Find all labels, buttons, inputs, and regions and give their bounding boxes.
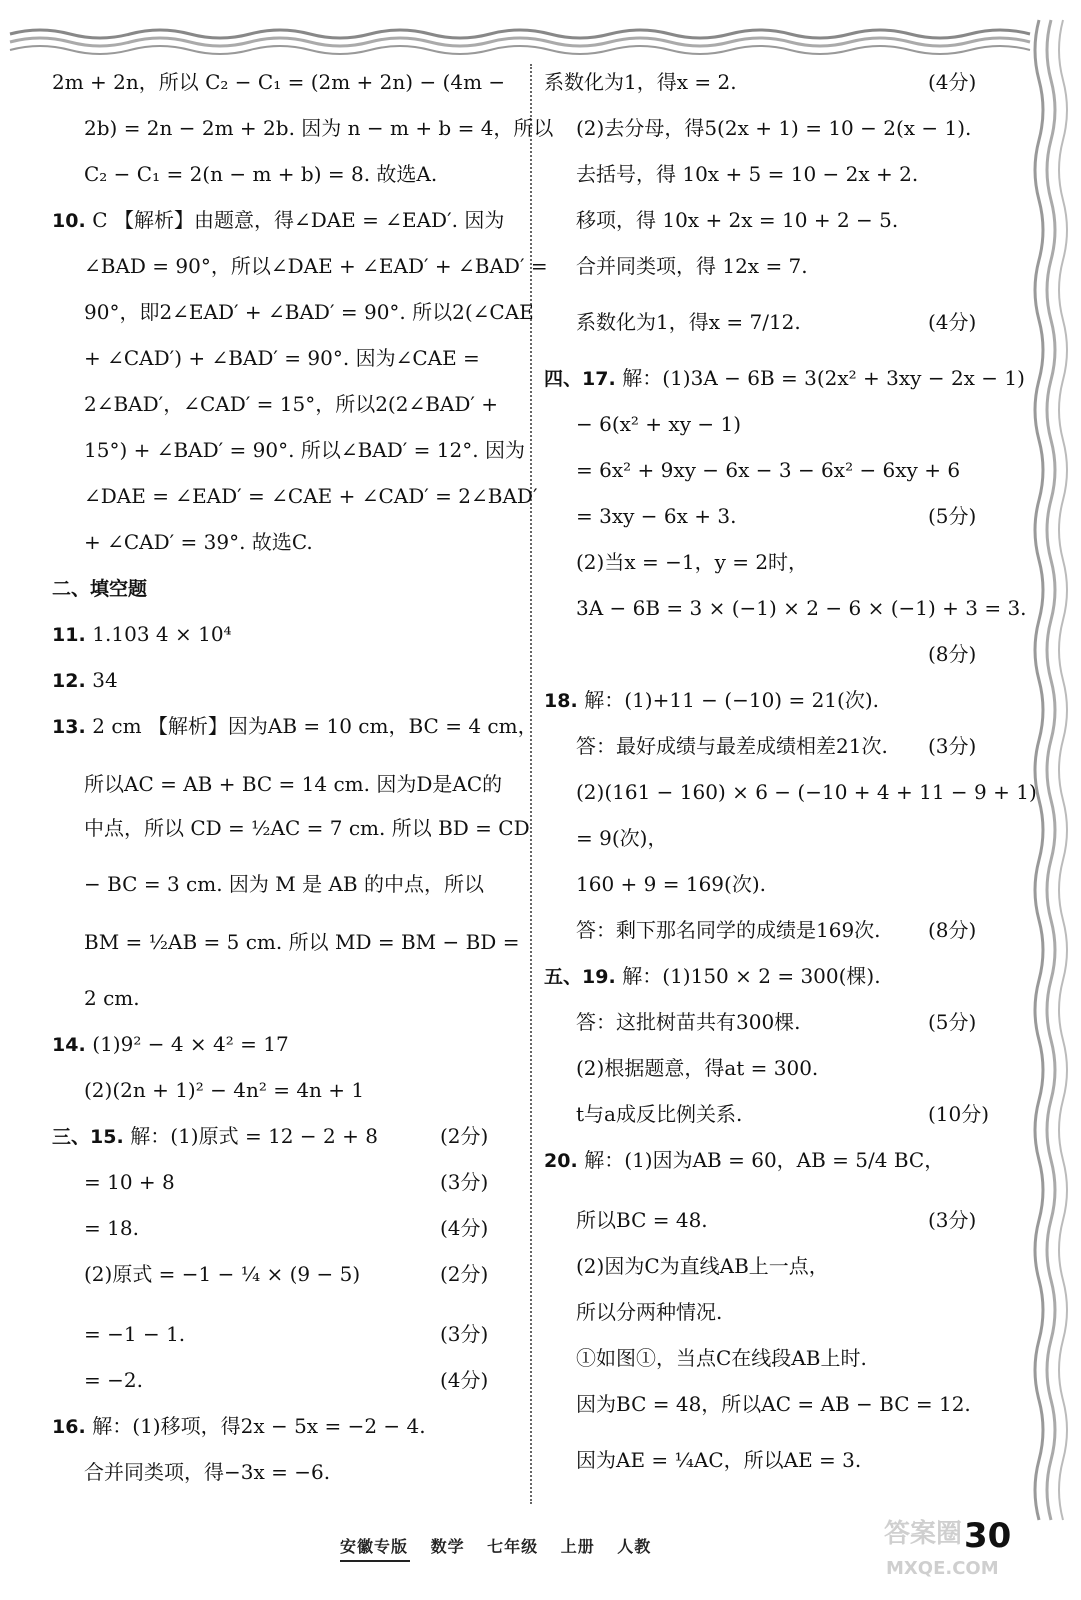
line-text: (2)原式 = −1 − ¼ × (9 − 5) xyxy=(84,1262,361,1286)
line-text: − 6(x² + xy − 1) xyxy=(576,412,741,436)
line-text: 中点，所以 CD = ½AC = 7 cm. 所以 BD = CD xyxy=(84,816,530,840)
score-points: (4分) xyxy=(928,310,977,334)
text-line xyxy=(576,206,898,234)
line-text: C 【解析】由题意，得∠DAE = ∠EAD′. 因为 xyxy=(92,208,505,232)
text-line xyxy=(84,928,519,956)
text-line xyxy=(84,1320,185,1348)
text-line xyxy=(52,666,118,695)
page-number: 30 xyxy=(964,1516,1012,1556)
line-text: 所以分两种情况. xyxy=(576,1300,723,1324)
line-text: = 10 + 8 xyxy=(84,1170,175,1194)
line-text: 合并同类项，得 12x = 7. xyxy=(576,254,808,278)
line-text: 系数化为1，得x = 2. xyxy=(544,70,737,94)
text-line xyxy=(84,984,140,1012)
text-line xyxy=(576,1298,722,1326)
score-points: (3分) xyxy=(928,734,977,758)
line-text: = −1 − 1. xyxy=(84,1322,186,1346)
line-text: ∠BAD = 90°，所以∠DAE + ∠EAD′ + ∠BAD′ = xyxy=(84,254,548,278)
line-text: 去括号，得 10x + 5 = 10 − 2x + 2. xyxy=(576,162,919,186)
score-points: (8分) xyxy=(928,642,977,666)
text-line xyxy=(576,410,741,438)
line-text: = 6x² + 9xy − 6x − 3 − 6x² − 6xy + 6 xyxy=(576,458,961,482)
question-number: 18. xyxy=(544,690,585,712)
text-line xyxy=(84,528,313,556)
text-line xyxy=(84,482,538,510)
text-line xyxy=(576,1446,861,1474)
line-text: 所以BC = 48. xyxy=(576,1208,708,1232)
line-text: BM = ½AB = 5 cm. 所以 MD = BM − BD = xyxy=(84,930,520,954)
text-line xyxy=(84,252,548,280)
text-line xyxy=(544,364,1025,393)
line-text: 2m + 2n，所以 C₂ − C₁ = (2m + 2n) − (4m − xyxy=(52,70,506,94)
text-line xyxy=(544,686,879,715)
text-line xyxy=(84,1214,139,1242)
line-text: 1.103 4 × 10⁴ xyxy=(92,622,232,646)
text-line xyxy=(576,114,971,142)
text-line xyxy=(576,594,1027,622)
text-line xyxy=(576,824,667,852)
text-line xyxy=(84,1168,175,1196)
question-number: 10. xyxy=(52,210,93,232)
line-text: 解：(1)原式 = 12 − 2 + 8 xyxy=(130,1124,378,1148)
question-number: 五、19. xyxy=(544,966,623,988)
line-text: 答：最好成绩与最差成绩相差21次. xyxy=(576,734,888,758)
line-text: 因为BC = 48，所以AC = AB − BC = 12. xyxy=(576,1392,971,1416)
text-line xyxy=(576,1054,818,1082)
line-text: 解：(1)因为AB = 60，AB = 5/4 BC， xyxy=(584,1148,945,1172)
line-text: (2)根据题意，得at = 300. xyxy=(576,1056,819,1080)
line-text: (2)当x = −1，y = 2时， xyxy=(576,550,809,574)
question-number: 16. xyxy=(52,1416,93,1438)
score-points: (5分) xyxy=(928,1010,977,1034)
line-text: − BC = 3 cm. 因为 M 是 AB 的中点，所以 xyxy=(84,872,484,896)
score-points: (3分) xyxy=(440,1170,489,1194)
score-points: (4分) xyxy=(928,70,977,94)
text-line xyxy=(576,502,736,530)
section-heading: 二、填空题 xyxy=(52,578,148,600)
text-line xyxy=(52,1412,426,1441)
score-points: (10分) xyxy=(928,1102,990,1126)
text-line xyxy=(84,390,498,418)
line-text: + ∠CAD′ = 39°. 故选C. xyxy=(84,530,313,554)
text-line xyxy=(52,206,504,235)
footer-rule xyxy=(340,1560,410,1562)
text-line xyxy=(576,1252,829,1280)
line-text: C₂ − C₁ = 2(n − m + b) = 8. 故选A. xyxy=(84,162,438,186)
text-line xyxy=(84,298,534,326)
line-text: 160 + 9 = 169(次). xyxy=(576,872,766,896)
footer-text: 安徽专版 数学 七年级 上册 人教 xyxy=(340,1537,652,1556)
text-line xyxy=(576,916,881,944)
score-points: (3分) xyxy=(440,1322,489,1346)
text-line xyxy=(84,1458,330,1486)
question-number: 14. xyxy=(52,1034,93,1056)
line-text: 2∠BAD′，∠CAD′ = 15°，所以2(2∠BAD′ + xyxy=(84,392,499,416)
text-line xyxy=(52,574,147,603)
text-line xyxy=(544,1146,944,1175)
question-number: 三、15. xyxy=(52,1126,131,1148)
score-points: (4分) xyxy=(440,1368,489,1392)
text-line xyxy=(52,68,505,96)
line-text: 3A − 6B = 3 × (−1) × 2 − 6 × (−1) + 3 = 3. xyxy=(576,596,1027,620)
text-line xyxy=(576,1206,708,1234)
text-line xyxy=(84,1260,360,1288)
text-line xyxy=(84,1366,143,1394)
text-line xyxy=(576,1100,742,1128)
line-text: 答：这批树苗共有300棵. xyxy=(576,1010,801,1034)
line-text: t与a成反比例关系. xyxy=(576,1102,743,1126)
text-line xyxy=(84,436,525,464)
svg-text:MXQE.COM: MXQE.COM xyxy=(886,1558,999,1579)
score-points: (8分) xyxy=(928,918,977,942)
text-line xyxy=(52,620,232,649)
text-line xyxy=(84,344,480,372)
line-text: (2)(2n + 1)² − 4n² = 4n + 1 xyxy=(84,1078,365,1102)
line-text: ①如图①，当点C在线段AB上时. xyxy=(576,1346,867,1370)
top-wavy-border xyxy=(0,0,1081,58)
line-text: ∠DAE = ∠EAD′ = ∠CAE + ∠CAD′ = 2∠BAD′ xyxy=(84,484,538,508)
question-number: 四、17. xyxy=(544,368,623,390)
line-text: (1)9² − 4 × 4² = 17 xyxy=(92,1032,289,1056)
line-text: 移项，得 10x + 2x = 10 + 2 − 5. xyxy=(576,208,899,232)
line-text: 15°) + ∠BAD′ = 90°. 所以∠BAD′ = 12°. 因为 xyxy=(84,438,525,462)
line-text: 解：(1)移项，得2x − 5x = −2 − 4. xyxy=(92,1414,426,1438)
text-line xyxy=(84,870,484,898)
line-text: 解：(1)3A − 6B = 3(2x² + 3xy − 2x − 1) xyxy=(622,366,1025,390)
question-number: 11. xyxy=(52,624,93,646)
text-line xyxy=(576,1008,801,1036)
line-text: (2)因为C为直线AB上一点， xyxy=(576,1254,829,1278)
text-line xyxy=(52,1122,378,1151)
line-text: = 9(次)， xyxy=(576,826,668,850)
text-line xyxy=(52,1030,289,1059)
score-points: (4分) xyxy=(440,1216,489,1240)
line-text: 34 xyxy=(92,668,118,692)
line-text: 2b) = 2n − 2m + 2b. 因为 n − m + b = 4，所以 xyxy=(84,116,554,140)
text-line xyxy=(576,456,960,484)
text-line xyxy=(84,814,530,842)
text-line xyxy=(576,778,1037,806)
question-number: 20. xyxy=(544,1150,585,1172)
line-text: = 18. xyxy=(84,1216,139,1240)
line-text: = −2. xyxy=(84,1368,143,1392)
line-text: 2 cm. xyxy=(84,986,140,1010)
score-points: (2分) xyxy=(440,1124,489,1148)
text-line xyxy=(576,252,808,280)
line-text: 因为AE = ¼AC，所以AE = 3. xyxy=(576,1448,862,1472)
score-points: (5分) xyxy=(928,504,977,528)
text-line xyxy=(576,548,808,576)
text-line xyxy=(576,870,766,898)
text-line xyxy=(576,1344,867,1372)
line-text: 所以AC = AB + BC = 14 cm. 因为D是AC的 xyxy=(84,772,503,796)
text-line xyxy=(544,68,737,96)
text-line xyxy=(84,1076,364,1104)
line-text: 解：(1)150 × 2 = 300(棵). xyxy=(622,964,881,988)
text-line xyxy=(576,160,918,188)
text-line xyxy=(84,770,502,798)
question-number: 13. xyxy=(52,716,93,738)
text-line xyxy=(576,732,888,760)
text-line xyxy=(544,962,881,991)
line-text: 答：剩下那名同学的成绩是169次. xyxy=(576,918,881,942)
line-text: 系数化为1，得x = 7/12. xyxy=(576,310,801,334)
svg-text:答案圈: 答案圈 xyxy=(884,1519,963,1549)
line-text: (2)(161 − 160) × 6 − (−10 + 4 + 11 − 9 + 1) xyxy=(576,780,1037,804)
line-text: 合并同类项，得−3x = −6. xyxy=(84,1460,331,1484)
text-line xyxy=(84,114,553,142)
line-text: (2)去分母，得5(2x + 1) = 10 − 2(x − 1). xyxy=(576,116,972,140)
line-text: 90°，即2∠EAD′ + ∠BAD′ = 90°. 所以2(∠CAE xyxy=(84,300,534,324)
line-text: = 3xy − 6x + 3. xyxy=(576,504,737,528)
line-text: 解：(1)+11 − (−10) = 21(次). xyxy=(584,688,879,712)
text-line xyxy=(576,1390,971,1418)
score-points: (3分) xyxy=(928,1208,977,1232)
question-number: 12. xyxy=(52,670,93,692)
text-line xyxy=(52,712,538,741)
score-points: (2分) xyxy=(440,1262,489,1286)
line-text: + ∠CAD′) + ∠BAD′ = 90°. 因为∠CAE = xyxy=(84,346,480,370)
text-line xyxy=(84,160,437,188)
column-divider xyxy=(530,64,532,1504)
line-text: 2 cm 【解析】因为AB = 10 cm，BC = 4 cm， xyxy=(92,714,538,738)
text-line xyxy=(576,308,801,336)
